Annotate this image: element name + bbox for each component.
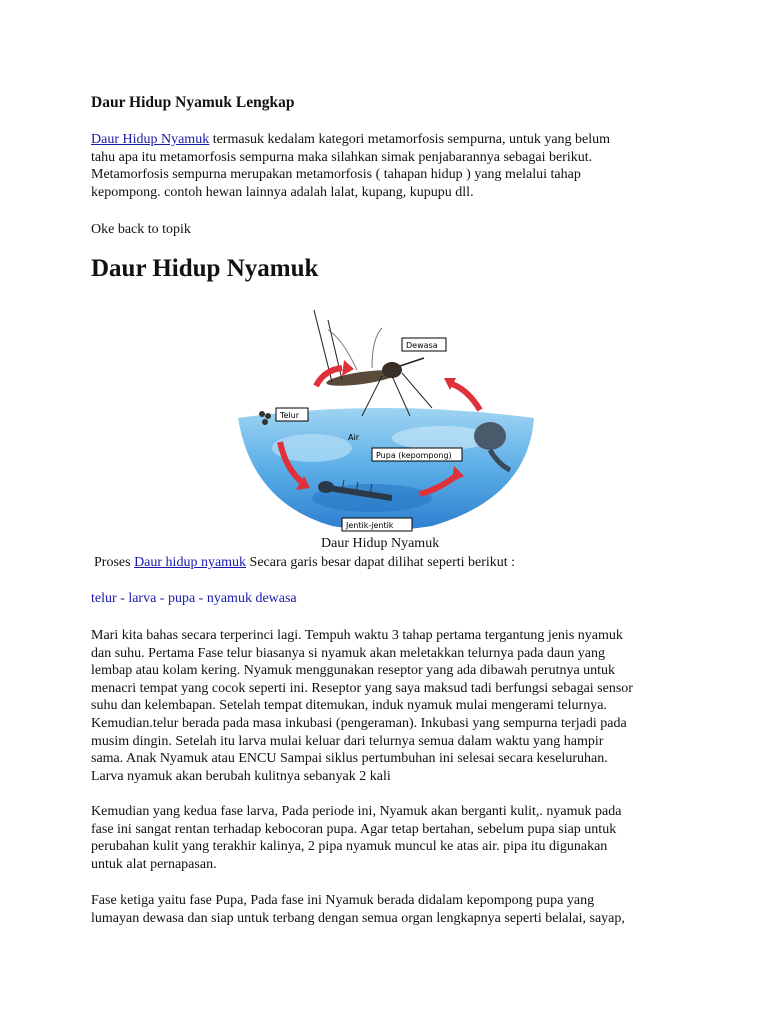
main-heading: Daur Hidup Nyamuk bbox=[91, 255, 319, 282]
intro-line-3: Metamorfosis sempurna merupakan metamorfosis ( tahapan hidup ) yang melalui tahap bbox=[91, 167, 581, 183]
label-jentik: Jentik-jentik bbox=[346, 521, 394, 530]
para2-line-2: fase ini sangat rentan terhadap kebocoran pupa. Agar tetap bertahan, sebelum pupa siap untuk bbox=[91, 821, 617, 837]
para2-line-3: perubahan kulit yang terakhir kalinya, 2 pipa nyamuk muncul ke atas air. pipa itu digunakan bbox=[91, 839, 608, 855]
figure-caption: Daur Hidup Nyamuk bbox=[321, 536, 440, 551]
para1-line-8: sama. Anak Nyamuk atau ENCU Sampai siklus pertumbuhan ini selesai secara keseluruhan. bbox=[91, 751, 608, 767]
proses-link[interactable]: Daur hidup nyamuk bbox=[134, 555, 247, 570]
arrow-pupa-to-adult bbox=[452, 384, 480, 410]
label-dewasa: Dewasa bbox=[406, 341, 438, 350]
intro-line-1 bbox=[91, 131, 610, 149]
label-air: Air bbox=[348, 433, 359, 442]
para1-line-5: suhu dan kelembapan. Setelah tempat ditemukan, induk nyamuk mulai mengerami telurnya. bbox=[91, 698, 607, 714]
para1-line-3: lembap atau kolam kering. Nyamuk menggunakan reseptor yang ada dibawah perutnya untuk bbox=[91, 663, 616, 679]
intro-line-4: kepompong. contoh hewan lainnya adalah lalat, kupang, kupupu dll. bbox=[91, 184, 474, 200]
stages-line: telur - larva - pupa - nyamuk dewasa bbox=[91, 591, 297, 606]
proses-line bbox=[94, 554, 515, 572]
para1-line-4: menacri tempat yang cocok seperti ini. Reseptor yang saya maksud tadi berfungsi sebagai sensor bbox=[91, 680, 633, 696]
life-cycle-figure bbox=[232, 298, 538, 534]
back-to-topic: Oke back to topik bbox=[91, 222, 191, 237]
proses-prefix: Proses bbox=[94, 555, 135, 570]
para3-line-2: lumayan dewasa dan siap untuk terbang dengan semua organ lengkapnya seperti belalai, sayap, bbox=[91, 910, 625, 926]
para2-line-4: untuk alat pernapasan. bbox=[91, 856, 217, 872]
label-telur: Telur bbox=[280, 411, 300, 420]
para2-line-1: Kemudian yang kedua fase larva, Pada periode ini, Nyamuk akan berganti kulit,. nyamuk pada bbox=[91, 804, 622, 819]
intro-line-2: tahu apa itu metamorfosis sempurna maka silahkan simak penjabarannya sebagai berikut. bbox=[91, 149, 593, 165]
para1-line-9: Larva nyamuk akan berubah kulitnya sebanyak 2 kali bbox=[91, 768, 391, 784]
adult-mosquito-illustration bbox=[314, 310, 432, 416]
para1-line-1: Mari kita bahas secara terperinci lagi. Tempuh waktu 3 tahap pertama tergantung jenis nyamuk bbox=[91, 628, 623, 643]
label-pupa: Pupa (kepompong) bbox=[376, 451, 452, 460]
section-title: Daur Hidup Nyamuk Lengkap bbox=[91, 94, 295, 111]
intro-link[interactable]: Daur Hidup Nyamuk bbox=[91, 132, 210, 147]
para3-line-1: Fase ketiga yaitu fase Pupa, Pada fase ini Nyamuk berada didalam kepompong pupa yang bbox=[91, 893, 595, 908]
proses-suffix: Secara garis besar dapat dilihat seperti berikut : bbox=[246, 555, 516, 570]
para1-line-6: Kemudian.telur berada pada masa inkubasi (pengeraman). Inkubasi yang sempurna terjadi pada bbox=[91, 716, 627, 731]
para1-line-7: musim dingin. Setelah itu larva mulai keluar dari telurnya semua dalam waktu yang hampir bbox=[91, 733, 604, 749]
intro-line-1-text: termasuk kedalam kategori metamorfosis sempurna, untuk yang belum bbox=[209, 132, 611, 147]
para1-line-2: dan suhu. Pertama Fase telur biasanya si nyamuk akan meletakkan telurnya pada daun yang bbox=[91, 645, 605, 661]
